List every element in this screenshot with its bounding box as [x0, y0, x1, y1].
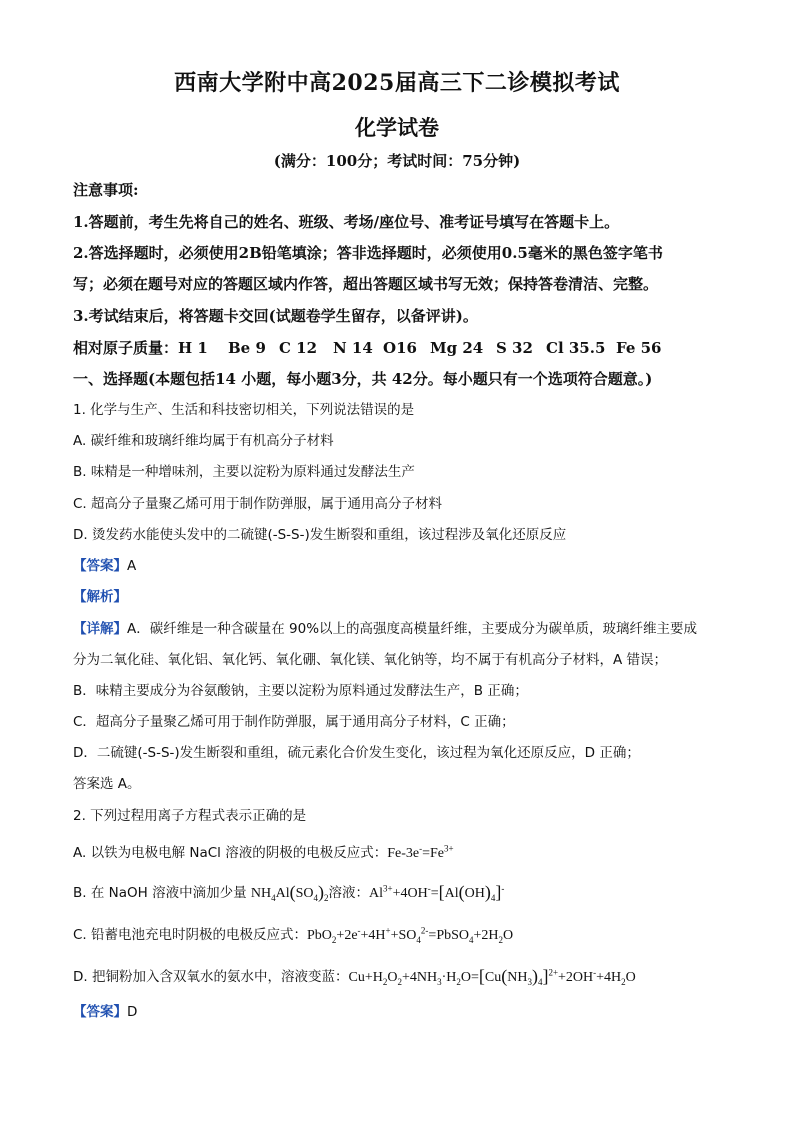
- q1-detail-line: D．二硫键(-S-S-)发生断裂和重组，硫元素化合价发生变化，该过程为氧化还原反应，D 正确；: [73, 745, 640, 761]
- notice-item: 2.答选择题时，必须使用2B铅笔填涂；答非选择题时，必须使用0.5毫米的黑色签字笔书: [73, 244, 663, 262]
- atomic-mass: H 1: [178, 339, 208, 357]
- answer-tag: 【答案】: [73, 558, 127, 574]
- q1-detail-line: 答案选 A。: [73, 776, 141, 792]
- q2-option-c: [73, 925, 733, 946]
- exam-meta: (满分：100分；考试时间：75分钟): [273, 152, 521, 170]
- atomic-mass: S 32: [496, 339, 533, 357]
- subject-title: 化学试卷: [355, 115, 439, 140]
- atomic-mass: Fe 56: [616, 339, 662, 357]
- atomic-masses-label: 相对原子质量：: [73, 339, 179, 357]
- atomic-mass: C 12: [279, 339, 318, 357]
- section-heading: 一、选择题(本题包括14 小题，每小题3分，共 42分。每小题只有一个选项符合题意。): [73, 370, 653, 388]
- q1-answer: [73, 556, 733, 576]
- q2-option-b-formula: $Al^{3+}+4OH^-=[Al(OH)_4]^-$: [369, 882, 505, 903]
- q2-option-c-formula: $PbO_2+2e^-+4H^++SO_4^{2-}=PbSO_4+2H_2O$: [307, 925, 514, 945]
- q2-option-d-formula: $Cu+H_2O_2+4NH_3\cdot H_2O=[Cu(NH_3)_4]^{2+}+2OH^-+4H_2O$: [348, 966, 636, 987]
- q2-option-c-text: C. 铅蓄电池充电时阴极的电极反应式：: [73, 927, 308, 943]
- atomic-mass: O16: [383, 339, 417, 357]
- q1-analysis: [73, 587, 733, 607]
- atomic-masses: [73, 338, 733, 358]
- atomic-mass: N 14: [333, 339, 373, 357]
- q1-option-b: B. 味精是一种增味剂，主要以淀粉为原料通过发酵法生产: [73, 464, 415, 480]
- analysis-tag: 【解析】: [73, 589, 127, 605]
- detail-tag: 【详解】: [73, 621, 127, 637]
- q1-option-d: D. 烫发药水能使头发中的二硫键(-S-S-)发生断裂和重组，该过程涉及氧化还原反应: [73, 527, 567, 543]
- notice-item: 1.答题前，考生先将自己的姓名、班级、考场/座位号、准考证号填写在答题卡上。: [73, 213, 620, 231]
- q2-option-b-text2: 溶液：: [328, 885, 370, 901]
- q1-detail-line: 分为二氧化硅、氧化铝、氧化钙、氧化硼、氧化镁、氧化钠等，均不属于有机高分子材料，A 错误；: [73, 652, 668, 668]
- q2-stem: 2. 下列过程用离子方程式表示正确的是: [73, 808, 307, 824]
- atomic-mass: Be 9: [228, 339, 266, 357]
- q2-option-a-formula: $Fe-3e^-=Fe^{3+}$: [387, 843, 454, 861]
- q2-option-a-text: A. 以铁为电极电解 NaCl 溶液的阴极的电极反应式：: [73, 845, 388, 861]
- q1-detail-line: B．味精主要成分为谷氨酸钠，主要以淀粉为原料通过发酵法生产，B 正确；: [73, 683, 528, 699]
- q1-detail-line: [73, 619, 733, 639]
- answer-tag: 【答案】: [73, 1004, 127, 1020]
- q1-detail-line: C．超高分子量聚乙烯可用于制作防弹服，属于通用高分子材料，C 正确；: [73, 714, 515, 730]
- notice-item: 写；必须在题号对应的答题区域内作答，超出答题区域书写无效；保持答卷清洁、完整。: [73, 275, 659, 293]
- q2-option-d-text: D. 把铜粉加入含双氧水的氨水中，溶液变蓝：: [73, 969, 349, 985]
- notice-heading: 注意事项:: [73, 181, 139, 199]
- q1-stem: 1. 化学与生产、生活和科技密切相关，下列说法错误的是: [73, 402, 415, 418]
- q2-option-d: [73, 966, 733, 988]
- q2-answer: [73, 1002, 733, 1022]
- q2-option-a: [73, 843, 733, 864]
- atomic-mass: Cl 35.5: [546, 339, 606, 357]
- q1-option-c: C. 超高分子量聚乙烯可用于制作防弹服，属于通用高分子材料: [73, 496, 443, 512]
- answer-value: A: [127, 558, 137, 574]
- exam-title: 西南大学附中高2025届高三下二诊模拟考试: [174, 70, 620, 96]
- q1-option-a: A. 碳纤维和玻璃纤维均属于有机高分子材料: [73, 433, 334, 449]
- q2-option-b-text: B. 在 NaOH 溶液中滴加少量: [73, 885, 247, 901]
- atomic-mass: Mg 24: [430, 339, 484, 357]
- q2-option-b: [73, 882, 733, 904]
- q2-option-b-reagent: $NH_4Al(SO_4)_2$: [250, 882, 329, 903]
- detail-text: A．碳纤维是一种含碳量在 90%以上的高强度高模量纤维，主要成分为碳单质，玻璃纤维主要成: [127, 621, 698, 637]
- answer-value: D: [127, 1004, 138, 1020]
- notice-item: 3.考试结束后，将答题卡交回(试题卷学生留存，以备评讲)。: [73, 307, 478, 325]
